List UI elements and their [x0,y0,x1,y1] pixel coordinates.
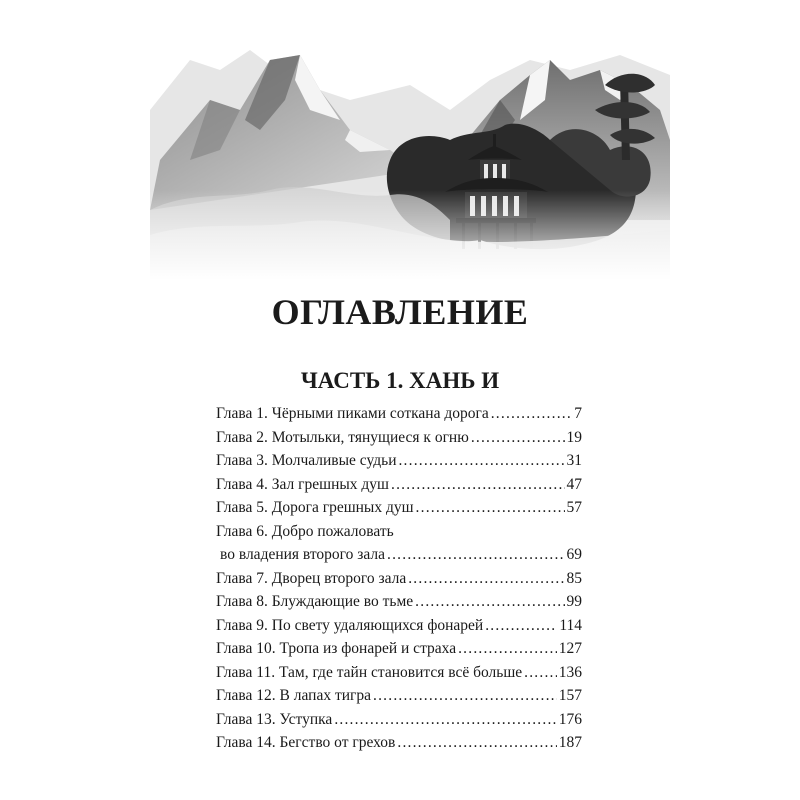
page-number: 85 [566,569,582,587]
chapter-title: Глава 1. Чёрными пиками соткана дорога [216,405,489,422]
chapter-title: Глава 12. В лапах тигра [216,687,372,704]
leader-dots [524,661,557,685]
page-number: 114 [559,616,582,634]
leader-dots [408,567,564,591]
leader-dots [491,402,573,426]
chapter-title: Глава 10. Тропа из фонарей и страха [216,640,457,657]
toc-entry-12[interactable] [216,684,582,708]
chapter-title: Глава 6. Добро пожаловать [216,522,394,540]
leader-dots [485,614,557,638]
chapter-title: Глава 7. Дворец второго зала [216,569,407,587]
toc-entry-7[interactable] [216,567,582,591]
toc-entry-1[interactable] [216,402,582,426]
toc-entry-5[interactable] [216,496,582,520]
leader-dots [397,731,556,755]
page-number: 176 [558,710,582,728]
page-number: 19 [566,428,582,446]
page-number: 157 [558,687,582,704]
toc-entry-8[interactable] [216,590,582,614]
toc-entry-2[interactable] [216,426,582,450]
chapter-title: Глава 11. Там, где тайн становится всё больше [216,663,523,681]
page-number: 127 [558,640,582,657]
chapter-title: Глава 3. Молчаливые судьи [216,452,397,469]
page-number: 47 [566,475,582,493]
leader-dots [416,496,565,520]
chapter-title: Глава 5. Дорога грешных душ [216,499,414,516]
part-title: ЧАСТЬ 1. ХАНЬ И [300,368,500,393]
chapter-title: Глава 13. Уступка [216,710,333,728]
leader-dots [471,426,565,450]
leader-dots [391,473,565,497]
toc-entry-9[interactable] [216,614,582,638]
chapter-title-continued: во владения второго зала [220,546,386,563]
leader-dots [398,449,564,473]
leader-dots [415,590,564,614]
page-number: 31 [566,452,582,469]
page-title: ОГЛАВЛЕНИЕ [271,292,529,332]
chapter-title: Глава 4. Зал грешных душ [216,475,389,493]
toc-entry-3[interactable] [216,449,582,473]
toc-entry-14[interactable] [216,731,582,755]
leader-dots [334,708,556,732]
mountain-pagoda-illustration [150,40,670,280]
toc-entry-6[interactable] [216,520,582,567]
chapter-title: Глава 8. Блуждающие во тьме [216,593,414,610]
leader-dots [458,637,557,661]
page-number: 187 [558,734,582,751]
table-of-contents [216,402,582,755]
page-number: 69 [566,546,582,563]
toc-entry-10[interactable] [216,637,582,661]
toc-entry-4[interactable] [216,473,582,497]
page-number: 57 [566,499,582,516]
chapter-title: Глава 2. Мотыльки, тянущиеся к огню [216,428,469,446]
toc-entry-11[interactable] [216,661,582,685]
leader-dots [387,543,564,567]
chapter-title: Глава 9. По свету удаляющихся фонарей [216,616,484,634]
leader-dots [373,684,557,708]
chapter-title: Глава 14. Бегство от грехов [216,734,396,751]
page-number: 99 [566,593,582,610]
toc-entry-13[interactable] [216,708,582,732]
page-number: 136 [558,663,582,681]
page-number: 7 [574,405,582,422]
